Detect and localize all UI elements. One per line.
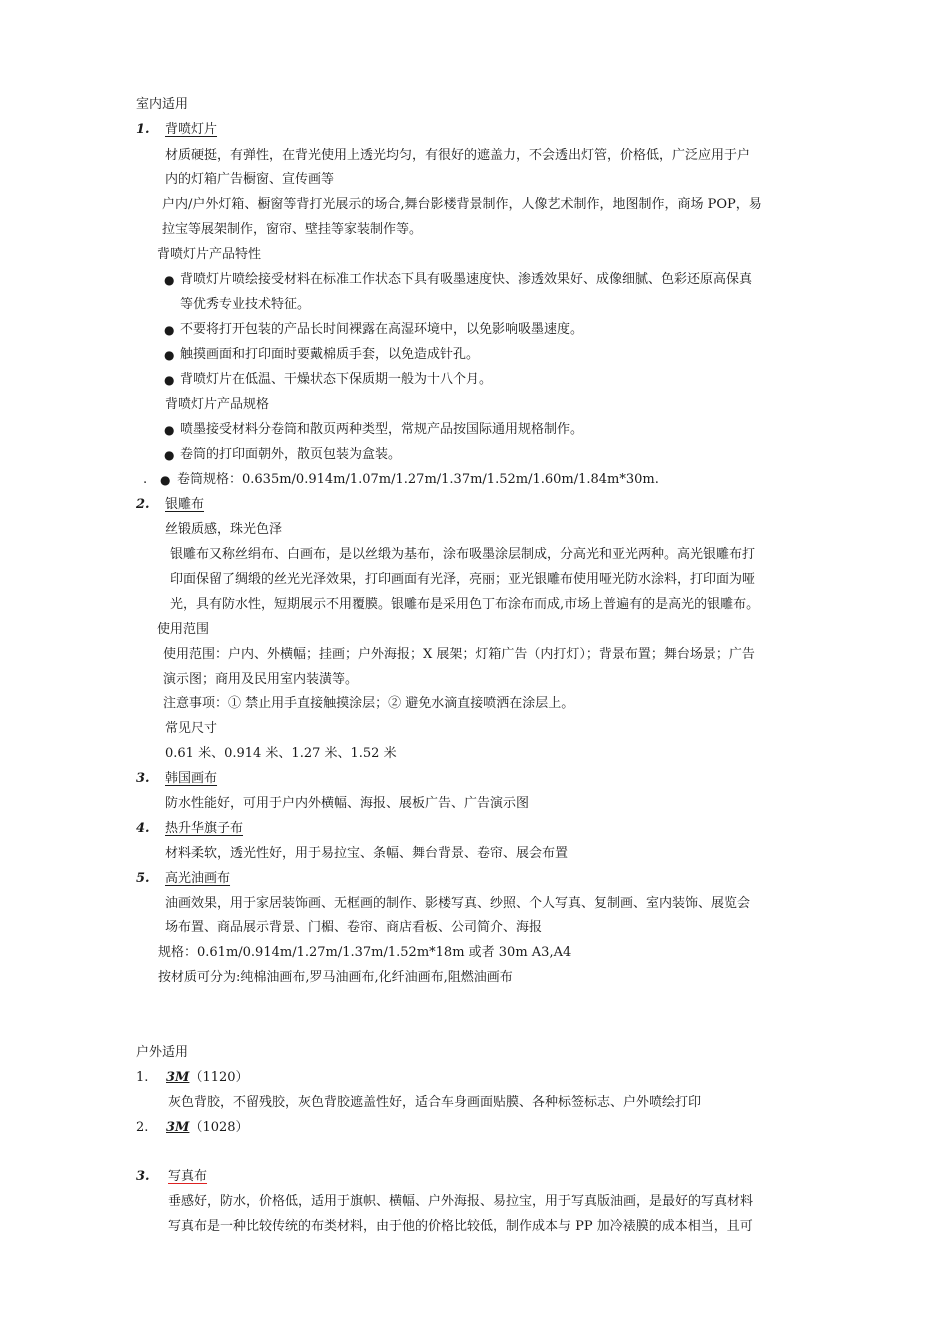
subheading: 使用范围 — [157, 622, 210, 637]
bullet-icon: ● — [164, 348, 175, 362]
item-title: 背喷灯片 — [165, 122, 218, 137]
item-number: 5. — [136, 871, 150, 886]
paragraph-line: 户内/户外灯箱、橱窗等背打光展示的场合,舞台影楼背景制作，人像艺术制作，地图制作，商场 POP，易 — [162, 197, 762, 212]
bullet-icon: ● — [160, 473, 171, 487]
brand-label: 3M — [166, 1070, 190, 1085]
paragraph-line: 光，具有防水性，短期展示不用覆膜。银雕布是采用色丁布涂布而成,市场上普遍有的是高光的银雕布。 — [170, 597, 760, 612]
paragraph-line: 内的灯箱广告橱窗、宣传画等 — [165, 172, 335, 187]
bullet-icon: ● — [164, 423, 175, 437]
subheading: 常见尺寸 — [165, 721, 218, 736]
paragraph-line: 注意事项：① 禁止用手直接触摸涂层；② 避免水滴直接喷洒在涂层上。 — [163, 696, 575, 711]
paragraph-line: 0.61 米、0.914 米、1.27 米、1.52 米 — [165, 746, 397, 761]
paragraph-line: 材料柔软，透光性好，用于易拉宝、条幅、舞台背景、卷帘、展会布置 — [165, 846, 569, 861]
bullet-text: 背喷灯片在低温、干燥状态下保质期一般为十八个月。 — [180, 372, 493, 387]
paragraph-line: 油画效果，用于家居装饰画、无框画的制作、影楼写真、纱照、个人写真、复制画、室内装饰、展览会 — [165, 896, 751, 911]
brand-label: 3M — [166, 1120, 190, 1135]
item-number: 3. — [136, 1169, 150, 1184]
bullet-text: 背喷灯片喷绘接受材料在标准工作状态下具有吸墨速度快、渗透效果好、成像细腻、色彩还原高保真 — [180, 272, 753, 287]
paragraph-line: 灰色背胶，不留残胶，灰色背胶遮盖性好，适合车身画面贴膜、各种标签标志、户外喷绘打印 — [168, 1095, 702, 1110]
item-title: 热升华旗子布 — [165, 821, 244, 836]
bullet-text: 触摸画面和打印面时要戴棉质手套，以免造成针孔。 — [180, 347, 480, 362]
paragraph-line: 场布置、商品展示背景、门楣、卷帘、商店看板、公司简介、海报 — [165, 920, 543, 935]
paragraph-line: 使用范围：户内、外横幅；挂画；户外海报；X 展架；灯箱广告（内打灯）；背景布置；舞台场景；广告 — [163, 647, 755, 662]
item-title: 高光油画布 — [165, 871, 231, 886]
stray-dot: . — [143, 472, 148, 487]
paragraph-line: 拉宝等展架制作，窗帘、壁挂等家装制作等。 — [162, 222, 423, 237]
bullet-text: 不要将打开包装的产品长时间裸露在高湿环境中，以免影响吸墨速度。 — [180, 322, 584, 337]
paragraph-line: 防水性能好，可用于户内外横幅、海报、展板广告、广告演示图 — [165, 796, 530, 811]
bullet-icon: ● — [164, 448, 175, 462]
paragraph-line: 材质硬挺，有弹性，在背光使用上透光均匀，有很好的遮盖力，不会透出灯管，价格低，广泛应用于户 — [165, 148, 751, 163]
item-number: 2. — [136, 1120, 149, 1135]
bullet-text: 卷筒的打印面朝外，散页包装为盒装。 — [180, 447, 402, 462]
paragraph-line: 垂感好，防水，价格低，适用于旗帜、横幅、户外海报、易拉宝，用于写真版油画，是最好的写真材料 — [168, 1194, 754, 1209]
paragraph-line: 写真布是一种比较传统的布类材料，由于他的价格比较低，制作成本与 PP 加冷裱膜的成本相当，且可 — [168, 1219, 753, 1234]
paragraph-line: 演示图；商用及民用室内装潢等。 — [163, 672, 359, 687]
bullet-text: 卷筒规格：0.635m/0.914m/1.07m/1.27m/1.37m/1.52m/1.60m/1.84m*30m. — [177, 472, 659, 487]
paragraph-line: 按材质可分为:纯棉油画布,罗马油画布,化纤油画布,阻燃油画布 — [158, 970, 513, 985]
item-title — [166, 1118, 249, 1138]
subheading: 背喷灯片产品规格 — [165, 397, 270, 412]
item-number: 3. — [136, 771, 150, 786]
section-title-indoor: 室内适用 — [136, 97, 189, 112]
product-code: （1120） — [189, 1070, 249, 1085]
bullet-text: 喷墨接受材料分卷筒和散页两种类型，常规产品按国际通用规格制作。 — [180, 422, 584, 437]
paragraph-line: 银雕布又称丝绢布、白画布，是以丝缎为基布，涂布吸墨涂层制成，分高光和亚光两种。高光银雕布打 — [170, 547, 756, 562]
bullet-icon: ● — [164, 323, 175, 337]
product-code: （1028） — [189, 1120, 249, 1135]
paragraph-line: 丝锻质感，珠光色泽 — [165, 522, 283, 537]
subheading: 背喷灯片产品特性 — [157, 247, 262, 262]
paragraph-line: 规格：0.61m/0.914m/1.27m/1.37m/1.52m*18m 或者 30m A3,A4 — [158, 945, 572, 960]
bullet-icon: ● — [164, 373, 175, 387]
bullet-text: 等优秀专业技术特征。 — [180, 297, 311, 312]
section-title-outdoor: 户外适用 — [136, 1045, 189, 1060]
item-title: 银雕布 — [165, 497, 205, 512]
item-title: 写真布 — [168, 1169, 208, 1184]
paragraph-line: 印面保留了绸缎的丝光光泽效果，打印画面有光泽，亮丽；亚光银雕布使用哑光防水涂料，打印面为哑 — [170, 572, 756, 587]
item-title — [166, 1068, 249, 1088]
item-number: 1. — [136, 122, 150, 137]
item-number: 2. — [136, 497, 150, 512]
item-number: 4. — [136, 821, 150, 836]
item-number: 1. — [136, 1070, 149, 1085]
bullet-icon: ● — [164, 273, 175, 287]
item-title: 韩国画布 — [165, 771, 218, 786]
